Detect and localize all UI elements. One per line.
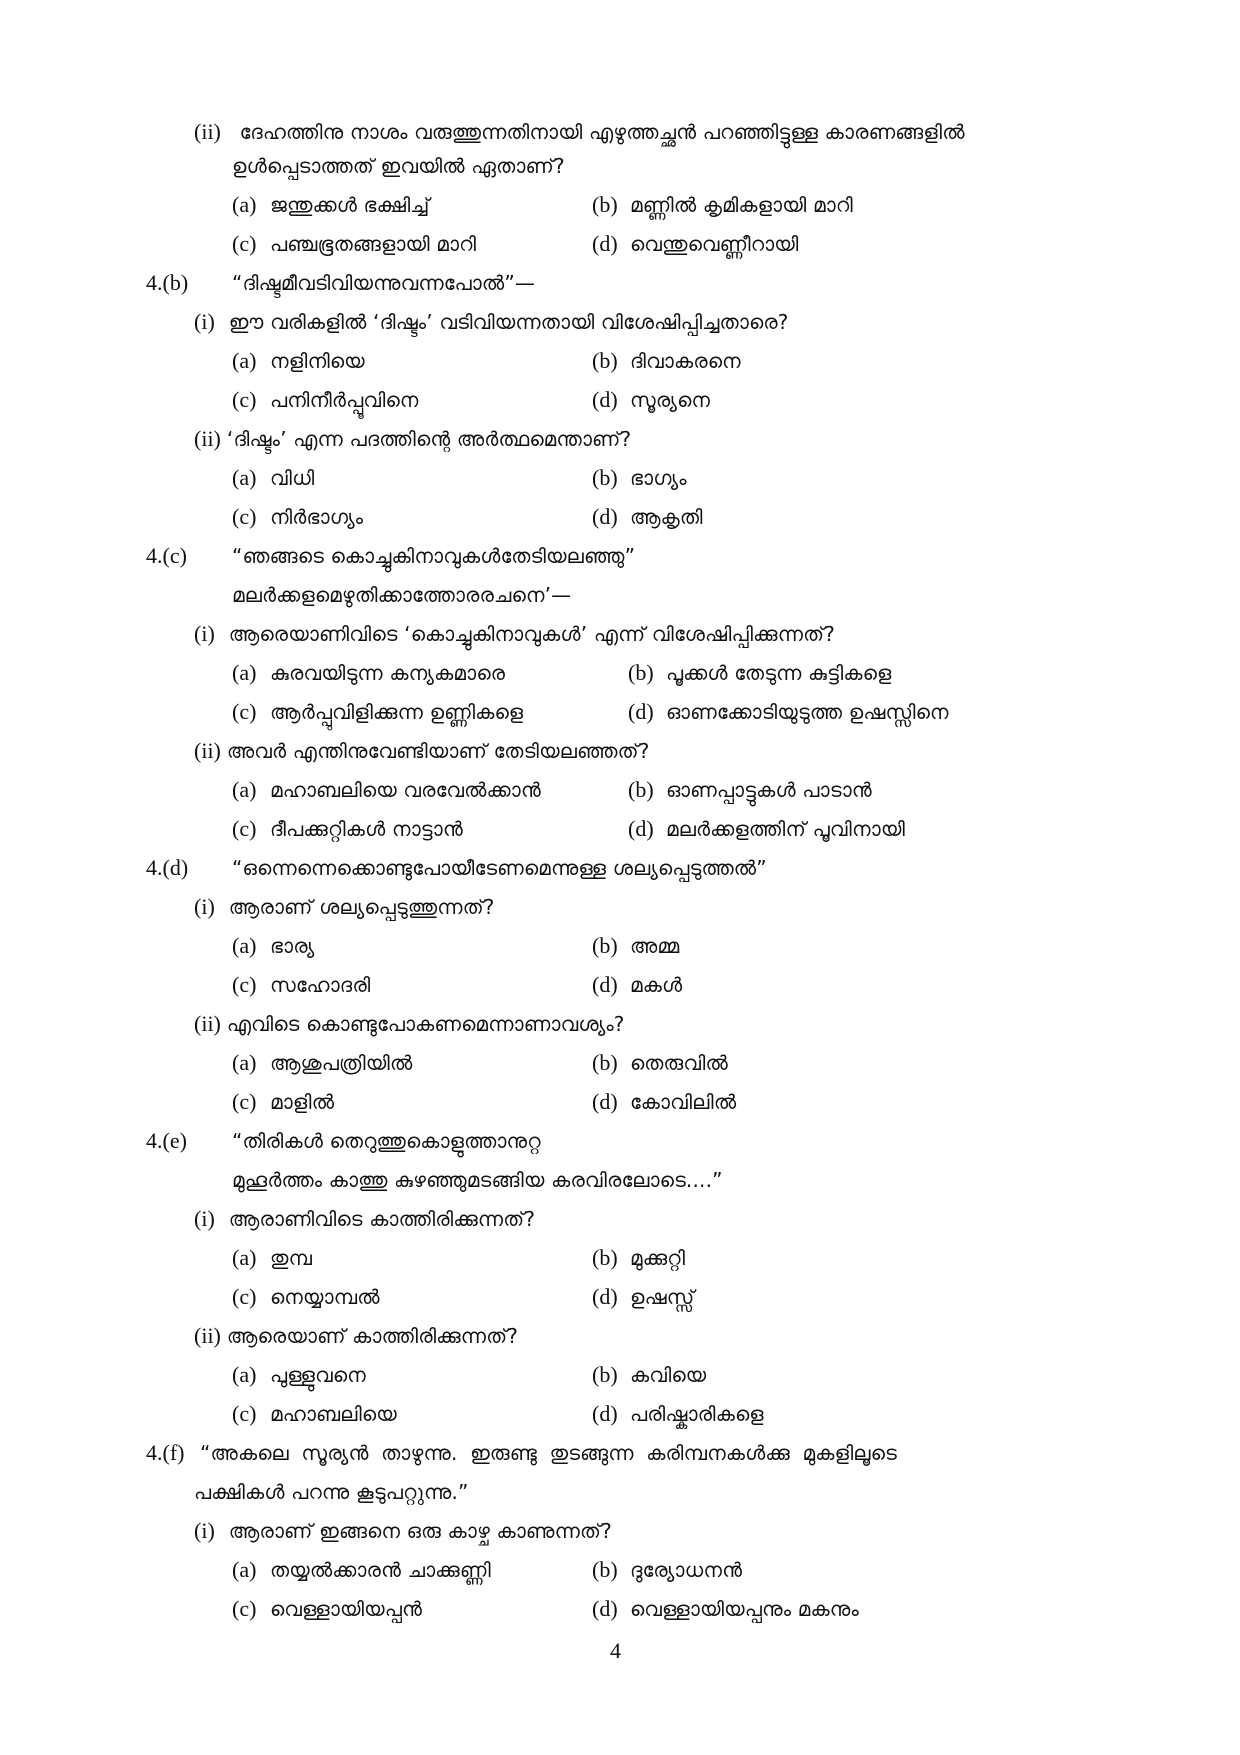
option-text: മാളിൽ <box>270 1090 335 1114</box>
option-text: അമ്മ <box>630 934 680 958</box>
quote-text: മലർക്കളമെഴുതിക്കാത്തോരരചനെ’— <box>232 583 572 607</box>
option-text: പഞ്ചഭൂതങ്ങളായി മാറി <box>270 232 477 256</box>
option-d <box>592 1087 736 1119</box>
option-label: (d) <box>592 387 618 412</box>
option-a <box>232 1360 366 1392</box>
option-label: (c) <box>232 1596 257 1621</box>
quote-line <box>232 268 535 298</box>
option-label: (b) <box>592 465 618 490</box>
option-text: തെരുവിൽ <box>630 1051 728 1075</box>
sub-label: (ii) <box>194 426 221 451</box>
option-label: (a) <box>232 348 257 373</box>
sub-question <box>194 307 789 337</box>
option-a <box>232 1048 412 1080</box>
quote-text: “തിരികൾ തെറുത്തുകൊളുത്താനുറ്റ <box>232 1129 541 1153</box>
quote-text: “അകലെ സൂര്യൻ താഴുന്നു. ഇരുണ്ടു തുടങ്ങുന്ന കരിമ്പനകൾക്കു മുകളിലൂടെ <box>200 1441 897 1465</box>
option-text: ഭാര്യ <box>270 934 315 958</box>
option-label: (b) <box>592 1557 618 1582</box>
option-label: (c) <box>232 816 257 841</box>
sub-label: (i) <box>194 1206 215 1231</box>
option-d <box>628 814 905 846</box>
option-text: ദിവാകരനെ <box>630 349 741 373</box>
option-label: (c) <box>232 387 257 412</box>
option-text: ഓണപ്പാട്ടുകൾ പാടാൻ <box>666 778 872 802</box>
option-c <box>232 502 363 534</box>
sub-label: (ii) <box>194 1323 221 1348</box>
question-text-cont <box>232 151 565 181</box>
question-text: ആരാണിവിടെ കാത്തിരിക്കുന്നത്? <box>228 1207 536 1231</box>
option-c <box>232 1282 380 1314</box>
option-text: പൂക്കൾ തേടുന്ന കുട്ടികളെ <box>666 661 892 685</box>
option-label: (b) <box>628 660 654 685</box>
option-text: മലർക്കളത്തിന് പൂവിനായി <box>666 817 906 841</box>
option-a <box>232 190 429 222</box>
option-text: ആശുപത്രിയിൽ <box>270 1051 413 1075</box>
question-text: ആരെയാണ് കാത്തിരിക്കുന്നത്? <box>226 1324 519 1348</box>
option-label: (c) <box>232 1401 257 1426</box>
option-c <box>232 385 419 417</box>
option-text: വിധി <box>270 466 315 490</box>
page-number: 4 <box>610 1638 621 1663</box>
option-text: മഹാബലിയെ വരവേൽക്കാൻ <box>270 778 541 802</box>
option-text: ജന്തുക്കൾ ഭക്ഷിച്ച് <box>270 193 430 217</box>
option-label: (b) <box>592 1245 618 1270</box>
sub-question <box>194 1204 535 1234</box>
option-text: ആർപ്പുവിളിക്കുന്ന ഉണ്ണികളെ <box>270 700 524 724</box>
sub-label: (i) <box>194 621 215 646</box>
option-label: (d) <box>592 1089 618 1114</box>
option-label: (a) <box>232 933 257 958</box>
option-b <box>628 775 872 807</box>
option-label: (d) <box>592 1596 618 1621</box>
option-d <box>592 229 798 261</box>
option-label: (c) <box>232 231 257 256</box>
sub-question <box>194 1321 518 1351</box>
option-text: മഹാബലിയെ <box>270 1402 397 1426</box>
option-c <box>232 229 476 261</box>
option-b <box>592 463 687 495</box>
option-d <box>592 970 682 1002</box>
option-b <box>592 190 853 222</box>
question-text: എവിടെ കൊണ്ടുപോകണമെന്നാണാവശ്യം? <box>226 1012 625 1036</box>
question-text: ഈ വരികളിൽ ‘ദിഷ്ടം’ വടിവിയന്നതായി വിശേഷിപ്പിച്ചതാരെ? <box>228 310 789 334</box>
option-d <box>592 385 710 417</box>
option-a <box>232 658 505 690</box>
question-text: അവർ എന്തിനുവേണ്ടിയാണ് തേടിയലഞ്ഞത്? <box>226 739 650 763</box>
option-a <box>232 775 541 807</box>
option-label: (c) <box>232 699 257 724</box>
option-text: ഭാഗ്യം <box>630 466 687 490</box>
quote-text: “ദിഷ്ടമീവടിവിയന്നുവന്നപോൽ”— <box>232 271 536 295</box>
option-b <box>592 1555 742 1587</box>
sub-question <box>194 1009 625 1039</box>
quote-line <box>232 853 767 883</box>
option-text: വെള്ളായിയപ്പനും മകനും <box>630 1597 859 1621</box>
question-text: ദേഹത്തിനു നാശം വരുത്തുന്നതിനായി എഴുത്തച്ഛൻ പറഞ്ഞിട്ടുള്ള കാരണങ്ങളിൽ <box>239 120 965 144</box>
option-label: (d) <box>592 1284 618 1309</box>
quote-text: “ഞങ്ങടെ കൊച്ചുകിനാവുകൾതേടിയലഞ്ഞു” <box>232 544 636 568</box>
option-label: (a) <box>232 777 257 802</box>
sub-question <box>194 892 495 922</box>
option-label: (d) <box>628 699 654 724</box>
option-a <box>232 931 314 963</box>
question-number: 4.(b) <box>146 270 189 295</box>
option-c <box>232 1087 334 1119</box>
option-label: (b) <box>592 348 618 373</box>
option-label: (c) <box>232 972 257 997</box>
quote-line <box>200 1438 897 1468</box>
option-label: (c) <box>232 504 257 529</box>
option-d <box>592 1594 859 1626</box>
option-label: (a) <box>232 1362 257 1387</box>
question-number: 4.(c) <box>146 543 187 568</box>
question-text: ആരെയാണിവിടെ ‘കൊച്ചുകിനാവുകൾ’ എന്ന് വിശേഷിപ്പിക്കുന്നത്? <box>228 622 836 646</box>
option-a <box>232 1243 312 1275</box>
option-text: മുക്കുറ്റി <box>630 1246 686 1270</box>
option-label: (c) <box>232 1284 257 1309</box>
option-label: (a) <box>232 1050 257 1075</box>
option-text: മണ്ണിൽ കൃമികളായി മാറി <box>630 193 853 217</box>
option-a <box>232 346 365 378</box>
option-d <box>592 1399 764 1431</box>
sub-label: (ii) <box>194 738 221 763</box>
option-b <box>628 658 891 690</box>
option-text: സൂര്യനെ <box>630 388 711 412</box>
sub-question <box>194 619 835 649</box>
option-label: (a) <box>232 465 257 490</box>
option-d <box>592 502 703 534</box>
option-text: ദുര്യോധനൻ <box>630 1558 743 1582</box>
option-c <box>232 1594 422 1626</box>
option-label: (d) <box>592 1401 618 1426</box>
option-text: ഉഷസ്സ് <box>630 1285 695 1309</box>
option-b <box>592 1243 685 1275</box>
option-a <box>232 1555 491 1587</box>
option-label: (a) <box>232 660 257 685</box>
quote-line <box>232 580 571 610</box>
option-text: ദീപക്കുറ്റികൾ നാട്ടാൻ <box>270 817 463 841</box>
quote-text: പക്ഷികൾ പറന്നു കൂടുപറ്റുന്നു.” <box>194 1480 469 1504</box>
sub-label: (i) <box>194 894 215 919</box>
option-b <box>592 346 741 378</box>
question-number: 4.(e) <box>146 1128 187 1153</box>
option-text: തുമ്പ <box>270 1246 313 1270</box>
option-label: (a) <box>232 192 257 217</box>
option-text: പനിനീർപ്പൂവിനെ <box>270 388 419 412</box>
option-text: സഹോദരി <box>270 973 371 997</box>
option-label: (b) <box>592 1050 618 1075</box>
option-c <box>232 814 463 846</box>
option-d <box>592 1282 694 1314</box>
option-text: വെന്തുവെണ്ണീറായി <box>630 232 799 256</box>
sub-label: (i) <box>194 309 215 334</box>
option-text: കുരവയിടുന്ന കന്യകമാരെ <box>270 661 506 685</box>
sub-question <box>194 424 631 454</box>
option-text: പരിഷ്കാരികളെ <box>630 1402 764 1426</box>
sub-label: (ii) <box>194 119 221 144</box>
question-text: ഉൾപ്പെടാത്തത് ഇവയിൽ ഏതാണ്? <box>232 154 565 178</box>
option-label: (d) <box>592 504 618 529</box>
option-text: കവിയെ <box>630 1363 707 1387</box>
option-text: ഓണക്കോടിയുടുത്ത ഉഷസ്സിനെ <box>666 700 949 724</box>
option-text: കോവിലിൽ <box>630 1090 737 1114</box>
quote-line <box>194 1477 469 1507</box>
option-b <box>592 1048 728 1080</box>
option-b <box>592 931 679 963</box>
question-text: ആരാണ് ഇങ്ങനെ ഒരു കാഴ്ച കാണുന്നത്? <box>228 1519 612 1543</box>
question-number: 4.(d) <box>146 855 189 880</box>
option-text: തയ്യൽക്കാരൻ ചാക്കുണ്ണി <box>270 1558 491 1582</box>
question-text: ‘ദിഷ്ടം’ എന്ന പദത്തിന്റെ അർത്ഥമെന്താണ്? <box>226 427 632 451</box>
option-label: (b) <box>592 1362 618 1387</box>
option-b <box>592 1360 706 1392</box>
option-label: (d) <box>592 231 618 256</box>
option-text: വെള്ളായിയപ്പൻ <box>270 1597 423 1621</box>
option-c <box>232 970 370 1002</box>
option-d <box>628 697 949 729</box>
quote-line <box>232 1126 541 1156</box>
option-label: (b) <box>592 933 618 958</box>
quote-text: മുഹൂർത്തം കാത്തു കുഴഞ്ഞുമടങ്ങിയ കരവിരലോടെ....” <box>232 1168 723 1192</box>
option-text: ആകൃതി <box>630 505 703 529</box>
sub-label: (i) <box>194 1518 215 1543</box>
option-text: മകൾ <box>630 973 683 997</box>
option-text: നിർഭാഗ്യം <box>270 505 364 529</box>
option-label: (a) <box>232 1245 257 1270</box>
option-c <box>232 697 523 729</box>
sub-question <box>194 1516 612 1546</box>
option-text: നെയ്യാമ്പൽ <box>270 1285 380 1309</box>
option-label: (b) <box>592 192 618 217</box>
option-label: (b) <box>628 777 654 802</box>
option-label: (d) <box>592 972 618 997</box>
quote-line <box>232 541 635 571</box>
quote-line <box>232 1165 723 1195</box>
sub-label: (ii) <box>194 1011 221 1036</box>
question-text: ആരാണ് ശല്യപ്പെടുത്തുന്നത്? <box>228 895 495 919</box>
option-a <box>232 463 314 495</box>
option-text: പുള്ളുവനെ <box>270 1363 366 1387</box>
sub-question <box>194 736 650 766</box>
option-label: (d) <box>628 816 654 841</box>
option-c <box>232 1399 397 1431</box>
question-number: 4.(f) <box>146 1440 185 1465</box>
option-label: (a) <box>232 1557 257 1582</box>
option-text: നളിനിയെ <box>270 349 365 373</box>
option-label: (c) <box>232 1089 257 1114</box>
q3-sub-ii <box>194 117 965 147</box>
quote-text: “ഒന്നെന്നെക്കൊണ്ടുപോയീടേണമെന്നുള്ള ശല്യപ്പെടുത്തൽ” <box>232 856 767 880</box>
